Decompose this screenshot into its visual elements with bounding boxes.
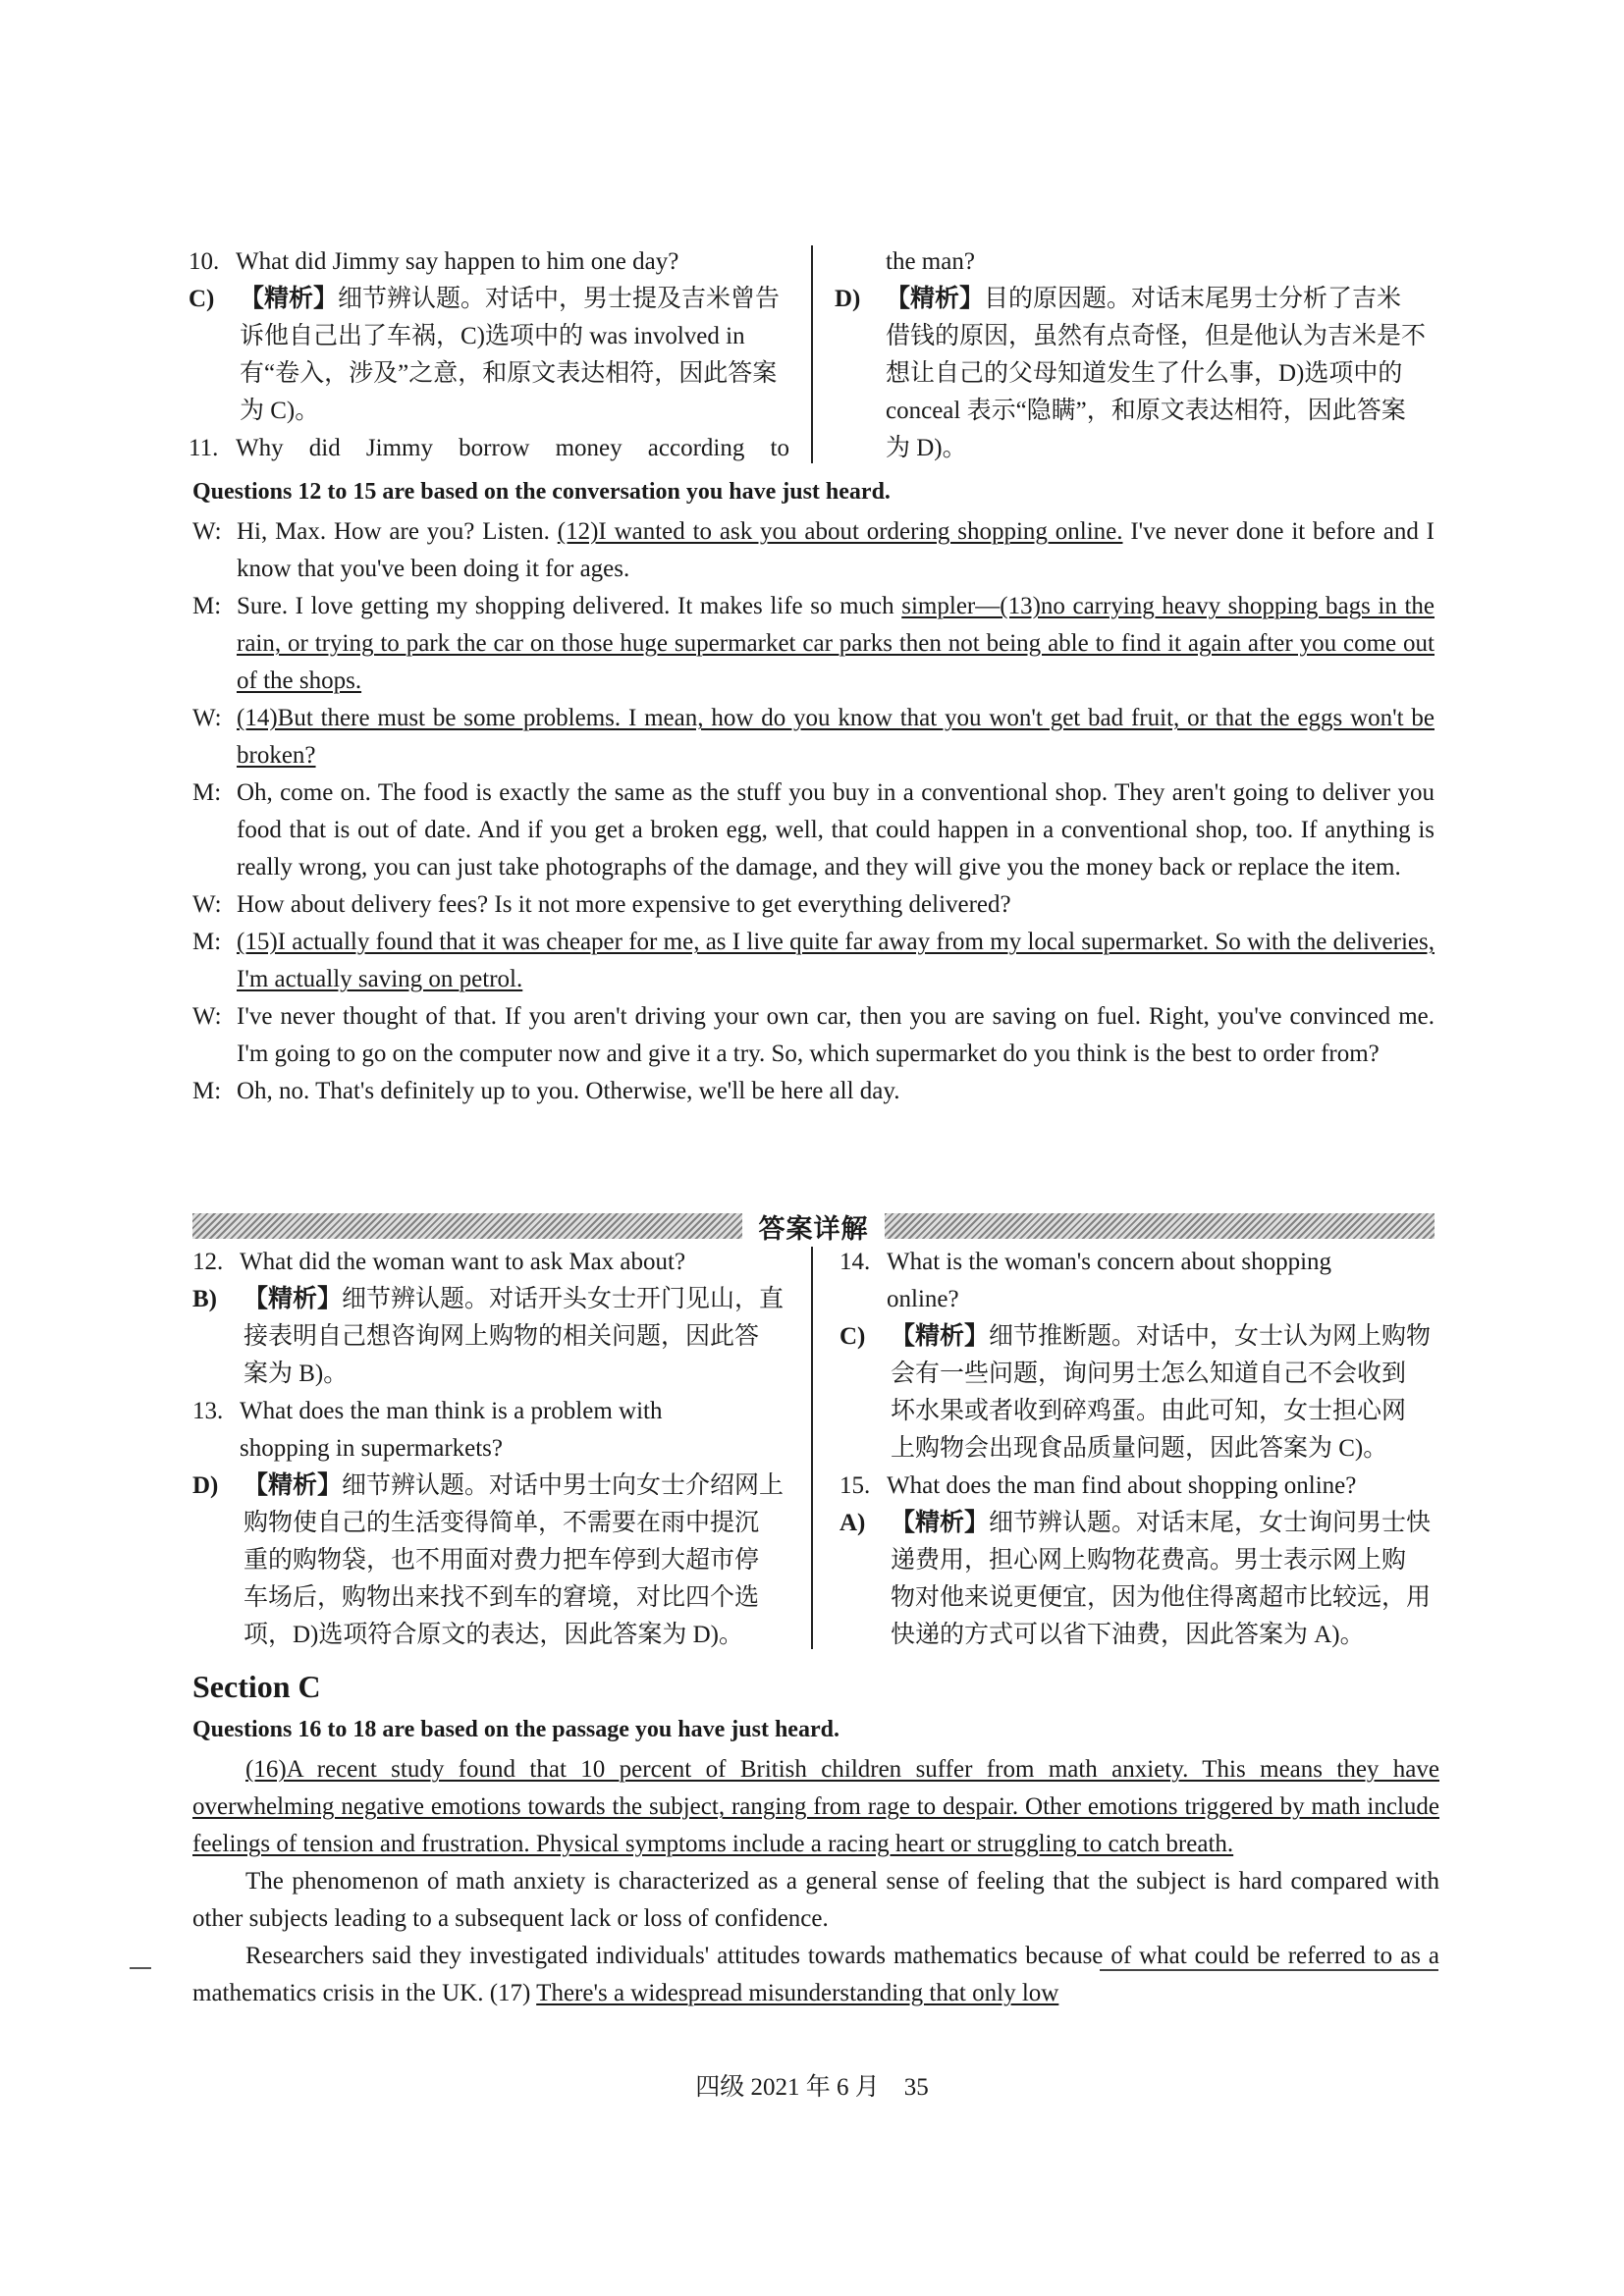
passage-text: The phenomenon of math anxiety is characterized as a general sense of feeling that the subject is hard compared with other subjects leading to a subsequent lack or loss of confidence. [192, 1868, 1439, 1932]
analysis-line: 上购物会出现食品质量问题，因此答案为 C)。 [891, 1435, 1388, 1462]
analysis-line: 借钱的原因，虽然有点奇怪，但是他认为吉米是不 [886, 323, 1427, 349]
turn [192, 886, 1435, 924]
conversation-heading: Questions 12 to 15 are based on the conversation you have just heard. [192, 479, 891, 505]
question-11 [189, 430, 789, 467]
analysis-line: 会有一些问题，询问男士怎么知道自己不会收到 [891, 1361, 1407, 1387]
analysis-line: 项，D)选项符合原文的表达，因此答案为 D)。 [244, 1622, 744, 1648]
page-footer: 四级 2021 年 6 月 35 [695, 2074, 929, 2101]
analysis-tag: 【精析】 [244, 1472, 343, 1499]
analysis-line: 为 D)。 [886, 435, 967, 461]
question-10 [189, 243, 789, 281]
analysis-tag: 【精析】 [244, 1286, 343, 1312]
analysis-line: 细节推断题。对话中，女士认为网上购物 [989, 1323, 1432, 1350]
question-number: 12. [192, 1249, 224, 1275]
answer-10 [189, 281, 789, 430]
analysis-tag: 【精析】 [886, 286, 985, 312]
turn-text: Hi, Max. How are you? Listen. [237, 518, 558, 545]
question-13 [192, 1393, 793, 1468]
answer-letter: C) [839, 1323, 866, 1350]
margin-mark [130, 1967, 151, 1969]
passage-heading: Questions 16 to 18 are based on the passage you have just heard. [192, 1717, 839, 1742]
passage [192, 1751, 1439, 2012]
analysis-line: 想让自己的父母知道发生了什么事，D)选项中的 [886, 360, 1403, 387]
analysis-line: 有“卷入，涉及”之意，和原文表达相符，因此答案 [240, 360, 778, 387]
turn-key-text: (12)I wanted to ask you about ordering shopping online. [557, 518, 1123, 545]
speaker: M: [192, 593, 222, 619]
analysis-line: 物对他来说更便宜，因为他住得离超市比较远，用 [891, 1584, 1432, 1611]
answer-13 [192, 1468, 793, 1654]
analysis-line: 细节辨认题。对话开头女士开门见山，直 [342, 1286, 785, 1312]
banner-hatch-right [885, 1213, 1435, 1239]
speaker: W: [192, 518, 222, 545]
analysis-line: 细节辨认题。对话末尾，女士询问男士快 [989, 1510, 1432, 1536]
passage-paragraph [192, 1938, 1439, 2012]
question-15 [839, 1468, 1440, 1505]
question-text: What does the man think is a problem with [240, 1398, 663, 1424]
section-title: Section C [192, 1669, 321, 1704]
turn-key-text: simpler—(13)no carrying heavy shopping bags in the rain, or trying to park the car on those huge supermarket car parks then not being able to find it again after you come out of the shops. [237, 593, 1435, 694]
question-text-continued: online? [887, 1286, 959, 1312]
analysis-line: 接表明自己想咨询网上购物的相关问题，因此答 [244, 1323, 760, 1350]
analysis-tag: 【精析】 [240, 286, 339, 312]
answers-left-column [192, 1244, 793, 1654]
speaker: W: [192, 891, 222, 918]
speaker: M: [192, 929, 222, 955]
analysis-line: 坏水果或者收到碎鸡蛋。由此可知，女士担心网 [891, 1398, 1407, 1424]
question-text: What did the woman want to ask Max about? [240, 1249, 686, 1275]
top-right-column [835, 243, 1435, 467]
column-divider [811, 1247, 813, 1649]
passage-key-text: There's a widespread misunderstanding that only low [536, 1980, 1059, 2006]
analysis-line: 诉他自己出了车祸，C)选项中的 was involved in [240, 323, 745, 349]
question-number: 15. [839, 1472, 871, 1499]
turn [192, 1073, 1435, 1110]
banner-title: 答案详解 [758, 1214, 869, 1245]
answer-letter: A) [839, 1510, 866, 1536]
turn-text: I've never done it before and I know that you've been doing it for ages. [237, 518, 1435, 582]
analysis-line: 目的原因题。对话末尾男士分析了吉米 [984, 286, 1402, 312]
question-12 [192, 1244, 793, 1281]
question-number: 10. [189, 248, 220, 275]
column-divider [811, 245, 813, 463]
speaker: M: [192, 779, 222, 806]
answer-14 [839, 1318, 1440, 1468]
question-11-continued: the man? [886, 248, 975, 275]
turn [192, 924, 1435, 998]
answer-letter: B) [192, 1286, 217, 1312]
analysis-line: 快递的方式可以省下油费，因此答案为 A)。 [891, 1622, 1365, 1648]
question-text-continued: shopping in supermarkets? [240, 1435, 504, 1462]
rule-line [1100, 1969, 1438, 1971]
analysis-line: conceal 表示“隐瞒”，和原文表达相符，因此答案 [886, 398, 1406, 424]
passage-key-text: (16)A recent study found that 10 percent of British children suffer from math anxiety. This means they have overwhelming negative emotions towards the subject, ranging from rage to despair. Other emotions triggered by math include feelings of tension and frustration. Physical symptoms include a racing heart or struggling to catch breath. [192, 1756, 1439, 1857]
turn [192, 774, 1435, 886]
analysis-line: 为 C)。 [240, 398, 320, 424]
answer-11 [835, 281, 1435, 467]
turn-text: How about delivery fees? Is it not more expensive to get everything delivered? [237, 891, 1011, 918]
answer-letter: C) [189, 286, 215, 312]
question-text: Why did Jimmy borrow money according to [236, 435, 789, 461]
passage-paragraph [192, 1751, 1439, 1863]
question-number: 11. [189, 435, 219, 461]
question-14 [839, 1244, 1440, 1318]
turn [192, 513, 1435, 588]
turn-text: Oh, no. That's definitely up to you. Otherwise, we'll be here all day. [237, 1078, 900, 1104]
question-number: 14. [839, 1249, 871, 1275]
answer-letter: D) [835, 286, 861, 312]
speaker: W: [192, 1003, 222, 1030]
conversation [192, 513, 1435, 1110]
turn-text: Oh, come on. The food is exactly the same as the stuff you buy in a conventional shop. They aren't going to deliver you food that is out of date. And if you get a broken egg, well, that could happen in a conventional shop, too. If anything is really wrong, you can just take photographs of the damage, and they will give you the money back or replace the item. [237, 779, 1435, 881]
question-text: What did Jimmy say happen to him one day? [236, 248, 679, 275]
top-left-column [189, 243, 789, 467]
analysis-line: 案为 B)。 [244, 1361, 349, 1387]
answers-right-column [839, 1244, 1440, 1654]
answer-15 [839, 1505, 1440, 1654]
turn [192, 700, 1435, 774]
analysis-tag: 【精析】 [891, 1510, 990, 1536]
analysis-line: 车场后，购物出来找不到车的窘境，对比四个选 [244, 1584, 760, 1611]
turn-text: I've never thought of that. If you aren't driving your own car, then you are saving on fuel. Right, you've convinced me. I'm going to go on the computer now and give it a try. So, which supermarket do you think is the best to order from? [237, 1003, 1435, 1067]
turn [192, 998, 1435, 1073]
turn-key-text: (14)But there must be some problems. I mean, how do you know that you won't get bad fruit, or that the eggs won't be broken? [237, 705, 1435, 769]
question-text: What is the woman's concern about shopping [887, 1249, 1332, 1275]
analysis-line: 购物使自己的生活变得简单，不需要在雨中提沉 [244, 1510, 760, 1536]
answer-letter: D) [192, 1472, 219, 1499]
turn-key-text: (15)I actually found that it was cheaper for me, as I live quite far away from my local supermarket. So with the deliveries, I'm actually saving on petrol. [237, 929, 1435, 992]
answer-banner [192, 1209, 1435, 1243]
analysis-line: 细节辨认题。对话中，男士提及吉米曾告 [338, 286, 781, 312]
passage-text: Researchers said they investigated individuals' attitudes towards mathematics because of what could be referred to as a mathematics crisis in the UK. (17) [192, 1943, 1439, 2006]
analysis-line: 重的购物袋，也不用面对费力把车停到大超市停 [244, 1547, 760, 1574]
turn-text: Sure. I love getting my shopping delivered. It makes life so much [237, 593, 902, 619]
turn [192, 588, 1435, 700]
speaker: W: [192, 705, 222, 731]
analysis-line: 细节辨认题。对话中男士向女士介绍网上 [342, 1472, 785, 1499]
question-text: What does the man find about shopping online? [887, 1472, 1357, 1499]
banner-hatch-left [192, 1213, 742, 1239]
question-number: 13. [192, 1398, 224, 1424]
speaker: M: [192, 1078, 222, 1104]
analysis-line: 递费用，担心网上购物花费高。男士表示网上购 [891, 1547, 1407, 1574]
passage-paragraph [192, 1863, 1439, 1938]
analysis-tag: 【精析】 [891, 1323, 990, 1350]
answer-12 [192, 1281, 793, 1393]
